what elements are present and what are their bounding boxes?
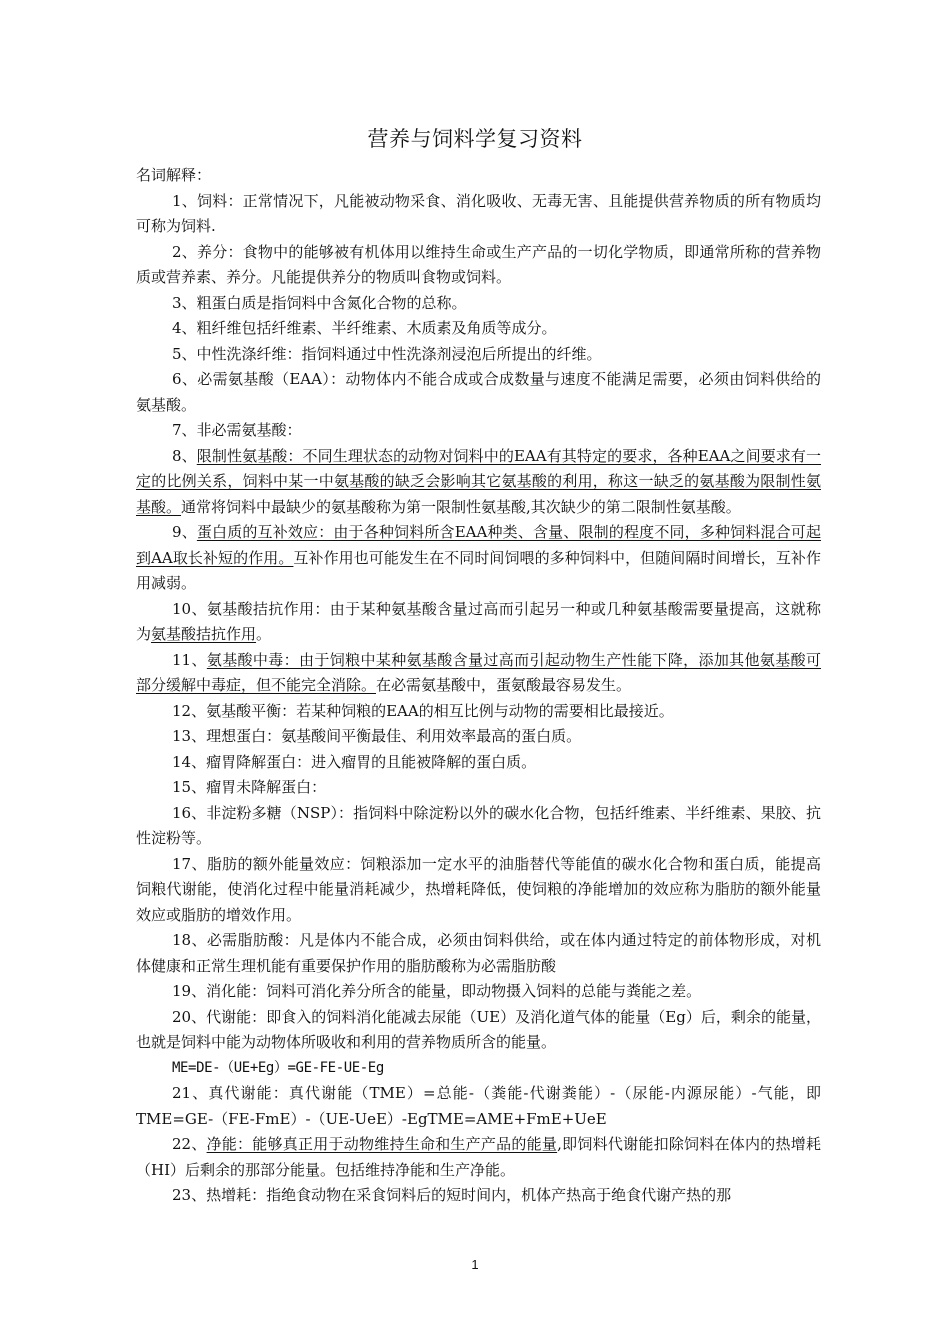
- definition-item: [136, 367, 821, 418]
- definition-text: 12、氨基酸平衡：若某种饲粮的EAA的相互比例与动物的需要相比最接近。: [172, 701, 674, 720]
- definition-text: 13、理想蛋白：氨基酸间平衡最佳、利用效率最高的蛋白质。: [172, 727, 582, 745]
- definition-item: [136, 291, 821, 317]
- definition-text: ,即饲料代谢能扣除饲料在体内的热增耗（HI）后剩余的那部分能量。包括维持净能和生产净能。: [136, 1135, 821, 1179]
- definition-text: 19、消化能：饲料可消化养分所含的能量，即动物摄入饲料的总能与粪能之差。: [172, 982, 702, 1000]
- underlined-text: 蛋白质的互补效应：由于各种饲料所含EAA种类、含量、限制的程度不同，多种饲料混合可起到AA取长补短的作用。: [136, 523, 822, 567]
- definition-text: 22、: [172, 1135, 207, 1153]
- definition-item: [136, 444, 821, 521]
- definition-text: 15、瘤胃未降解蛋白：: [172, 778, 327, 796]
- page-number: 1: [471, 1257, 479, 1272]
- definition-text: 21、真代谢能：真代谢能（TME）=总能-（粪能-代谢粪能）-（尿能-内源尿能）-气能，即TME=GE-（FE-FmE）-（UE-UeE）-EgTME=AME+FmE+UeE: [136, 1084, 821, 1128]
- definition-text: 1、饲料：正常情况下，凡能被动物采食、消化吸收、无毒无害、且能提供营养物质的所有物质均可称为饲料.: [136, 191, 821, 235]
- definition-item: [136, 240, 821, 291]
- formula-line: ME=DE-（UE+Eg）=GE-FE-UE-Eg: [172, 1059, 384, 1076]
- underlined-text: 净能：能够真正用于动物维持生命和生产产品的能量: [206, 1135, 558, 1153]
- document-title: 营养与饲料学复习资料: [367, 127, 583, 151]
- definition-item: [136, 775, 821, 801]
- definition-text: 在必需氨基酸中，蛋氨酸最容易发生。: [376, 676, 632, 694]
- definition-text: 18、必需脂肪酸：凡是体内不能合成，必须由饲料供给，或在体内通过特定的前体物形成，对机体健康和正常生理机能有重要保护作用的脂肪酸称为必需脂肪酸: [136, 931, 821, 975]
- definition-text: 8、: [172, 446, 197, 465]
- definition-text: 16、非淀粉多糖（NSP）：指饲料中除淀粉以外的碳水化合物，包括纤维素、半纤维素、果胶、抗性淀粉等。: [136, 803, 821, 847]
- section-heading: 名词解释：: [136, 166, 212, 184]
- definition-item: [136, 1005, 821, 1056]
- definition-text: 20、代谢能：即食入的饲料消化能减去尿能（UE）及消化道气体的能量（Eg）后，剩余的能量，也就是饲料中能为动物体所吸收和利用的营养物质所含的能量。: [136, 1007, 821, 1051]
- definition-item: [136, 979, 821, 1005]
- definition-text: 3、粗蛋白质是指饲料中含氮化合物的总称。: [172, 293, 467, 312]
- document-body: [136, 163, 821, 1209]
- definition-item: [136, 1132, 821, 1183]
- definition-text: 4、粗纤维包括纤维素、半纤维素、木质素及角质等成分。: [172, 319, 557, 337]
- definition-item: [136, 801, 821, 852]
- definition-text: 6、必需氨基酸（EAA）：动物体内不能合成或合成数量与速度不能满足需要，必须由饲料供给的氨基酸。: [136, 370, 821, 414]
- definition-text: 23、热增耗：指绝食动物在采食饲料后的短时间内，机体产热高于绝食代谢产热的那: [172, 1186, 732, 1204]
- definition-text: 2、养分：食物中的能够被有机体用以维持生命或生产产品的一切化学物质，即通常所称的营养物质或营养素、养分。凡能提供养分的物质叫食物或饲料。: [136, 242, 821, 286]
- definition-item: [136, 316, 821, 342]
- underlined-text: 限制性氨基酸：不同生理状态的动物对饲料中的EAA有其特定的要求，各种EAA之间要求有一定的比例关系，饲料中某一中氨基酸的缺乏会影响其它氨基酸的利用，称这一缺乏的氨基酸为限制性氨基酸。: [136, 446, 822, 516]
- definition-text: 17、脂肪的额外能量效应：饲粮添加一定水平的油脂替代等能值的碳水化合物和蛋白质，能提高饲粮代谢能，使消化过程中能量消耗减少，热增耗降低，使饲粮的净能增加的效应称为脂肪的额外能量效应或脂肪的增效作用。: [136, 854, 821, 924]
- definition-item: [136, 1183, 821, 1209]
- definition-text: 14、瘤胃降解蛋白：进入瘤胃的且能被降解的蛋白质。: [172, 752, 537, 771]
- definition-item: [136, 852, 821, 929]
- definition-item: [136, 1081, 821, 1132]
- definition-item: [136, 418, 821, 444]
- definition-item: [136, 750, 821, 776]
- definition-item: [136, 342, 821, 368]
- definition-text: 9、: [172, 523, 197, 541]
- definition-text: 10、氨基酸拮抗作用：由于某种氨基酸含量过高而引起另一种或几种氨基酸需要量提高，这就称为: [136, 599, 821, 643]
- definition-item: [136, 520, 821, 597]
- underlined-text: 氨基酸拮抗作用: [151, 625, 257, 643]
- definition-item: [136, 189, 821, 240]
- underlined-text: 氨基酸中毒：由于饲粮中某种氨基酸含量过高而引起动物生产性能下降，添加其他氨基酸可部分缓解中毒症，但不能完全消除。: [136, 650, 821, 694]
- definition-text: 11、: [172, 650, 207, 669]
- definition-item: [136, 648, 821, 699]
- definition-item: [136, 597, 821, 648]
- definition-item: [136, 928, 821, 979]
- definition-text: 互补作用也可能发生在不同时间饲喂的多种饲料中，但随间隔时间增长，互补作用减弱。: [136, 548, 821, 592]
- definition-text: 。: [256, 625, 272, 643]
- definition-text: 通常将饲料中最缺少的氨基酸称为第一限制性氨基酸,其次缺少的第二限制性氨基酸。: [181, 497, 741, 516]
- definition-item: [136, 699, 821, 725]
- definition-text: 7、非必需氨基酸：: [172, 421, 302, 439]
- definition-text: 5、中性洗涤纤维：指饲料通过中性洗涤剂浸泡后所提出的纤维。: [172, 344, 602, 363]
- definition-item: [136, 724, 821, 750]
